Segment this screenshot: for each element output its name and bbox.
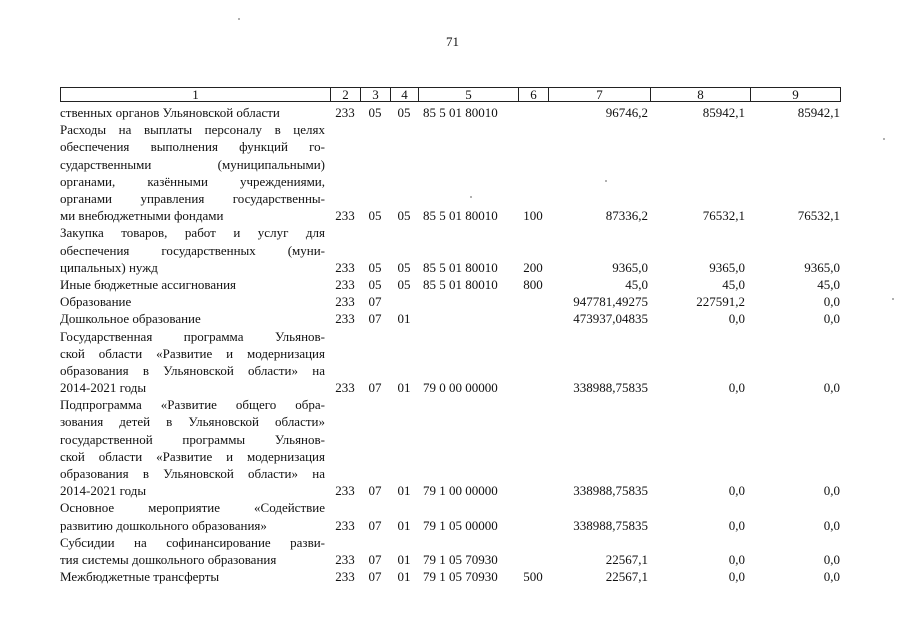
amount-year-1: 338988,75835 xyxy=(573,380,648,396)
amount-year-1: 45,0 xyxy=(625,276,648,292)
header-col-7: 7 xyxy=(549,88,651,102)
header-col-1: 1 xyxy=(61,88,331,102)
row-description xyxy=(60,121,325,224)
scan-speck xyxy=(605,180,607,182)
amount-year-2: 76532,1 xyxy=(702,208,745,224)
amount-year-1: 338988,75835 xyxy=(573,517,648,533)
target-article-code: 85 5 01 80010 xyxy=(423,208,498,224)
description-line: развитию дошкольного образования» xyxy=(60,517,267,533)
amount-year-3: 0,0 xyxy=(823,517,840,533)
glrbs-code: 233 xyxy=(335,517,355,533)
subsection-code: 01 xyxy=(397,380,411,396)
section-code: 07 xyxy=(368,380,382,396)
amount-year-2: 0,0 xyxy=(728,569,745,585)
amount-year-2: 0,0 xyxy=(728,517,745,533)
row-description xyxy=(60,224,325,276)
description-line: ственных органов Ульяновской области xyxy=(60,105,280,121)
table-row xyxy=(60,293,845,310)
description-line: 2014-2021 годы xyxy=(60,380,147,396)
description-line: Подпрограмма «Развитие общего обра- xyxy=(60,397,325,413)
target-article-code: 79 1 05 00000 xyxy=(423,517,498,533)
row-description xyxy=(60,396,325,499)
row-description xyxy=(60,328,325,397)
amount-year-1: 947781,49275 xyxy=(573,294,648,310)
subsection-code: 01 xyxy=(397,569,411,585)
description-line: ципальных) нужд xyxy=(60,259,158,275)
amount-year-2: 45,0 xyxy=(722,276,745,292)
glrbs-code: 233 xyxy=(335,380,355,396)
glrbs-code: 233 xyxy=(335,294,355,310)
target-article-code: 79 1 05 70930 xyxy=(423,551,498,567)
glrbs-code: 233 xyxy=(335,311,355,327)
amount-year-3: 0,0 xyxy=(823,380,840,396)
expense-type-code: 800 xyxy=(523,276,543,292)
table-row xyxy=(60,104,845,121)
description-line: Закупка товаров, работ и услуг для xyxy=(60,225,325,241)
description-line: Образование xyxy=(60,294,132,310)
description-line: 2014-2021 годы xyxy=(60,483,147,499)
target-article-code: 79 1 00 00000 xyxy=(423,483,498,499)
section-code: 05 xyxy=(368,259,382,275)
subsection-code: 01 xyxy=(397,517,411,533)
description-line: государственной программы Ульянов- xyxy=(60,431,325,447)
amount-year-3: 0,0 xyxy=(823,311,840,327)
page-number: 71 xyxy=(446,34,459,49)
description-line: Субсидии на софинансирование разви- xyxy=(60,534,325,550)
amount-year-1: 9365,0 xyxy=(612,259,648,275)
target-article-code: 85 5 01 80010 xyxy=(423,259,498,275)
row-description xyxy=(60,293,325,310)
section-code: 07 xyxy=(368,551,382,567)
header-col-9: 9 xyxy=(751,88,841,102)
amount-year-2: 0,0 xyxy=(728,483,745,499)
glrbs-code: 233 xyxy=(335,276,355,292)
amount-year-1: 22567,1 xyxy=(605,569,648,585)
description-line: ской области «Развитие и модернизация xyxy=(60,345,325,361)
description-line: образования в Ульяновской области» на xyxy=(60,466,325,481)
header-col-2: 2 xyxy=(331,88,361,102)
table-row xyxy=(60,534,845,568)
expense-type-code: 200 xyxy=(523,259,543,275)
row-description xyxy=(60,310,325,327)
subsection-code: 05 xyxy=(397,276,411,292)
description-line: сударственными (муниципальными) xyxy=(60,156,325,172)
table-row xyxy=(60,224,845,276)
amount-year-1: 87336,2 xyxy=(605,208,648,224)
amount-year-3: 45,0 xyxy=(817,276,840,292)
glrbs-code: 233 xyxy=(335,259,355,275)
description-line: обеспечения выполнения функций го- xyxy=(60,139,325,155)
amount-year-1: 96746,2 xyxy=(605,105,648,120)
table-row xyxy=(60,121,845,224)
row-description xyxy=(60,276,325,293)
header-col-8: 8 xyxy=(651,88,751,102)
target-article-code: 85 5 01 80010 xyxy=(423,105,498,120)
description-line: Государственная программа Ульянов- xyxy=(60,328,325,344)
table-row xyxy=(60,568,845,585)
glrbs-code: 233 xyxy=(335,569,355,585)
amount-year-3: 9365,0 xyxy=(804,259,840,275)
description-line: тия системы дошкольного образования xyxy=(60,551,277,567)
header-row xyxy=(61,88,841,102)
row-description xyxy=(60,568,325,585)
section-code: 07 xyxy=(368,294,382,310)
section-code: 05 xyxy=(368,105,382,120)
scan-speck xyxy=(883,138,885,140)
table-row xyxy=(60,328,845,397)
glrbs-code: 233 xyxy=(335,105,355,120)
header-col-3: 3 xyxy=(361,88,391,102)
table-row xyxy=(60,310,845,327)
subsection-code: 01 xyxy=(397,311,411,327)
section-code: 05 xyxy=(368,276,382,292)
description-line: органами, казёнными учреждениями, xyxy=(60,173,325,189)
description-line: Дошкольное образование xyxy=(60,311,201,327)
subsection-code: 01 xyxy=(397,483,411,499)
expense-type-code: 500 xyxy=(523,569,543,585)
expense-type-code: 100 xyxy=(523,208,543,224)
target-article-code: 85 5 01 80010 xyxy=(423,276,498,292)
section-code: 07 xyxy=(368,483,382,499)
description-line: Межбюджетные трансферты xyxy=(60,569,220,585)
scan-speck xyxy=(892,298,894,300)
amount-year-3: 0,0 xyxy=(823,483,840,499)
description-line: ми внебюджетными фондами xyxy=(60,208,224,224)
section-code: 07 xyxy=(368,517,382,533)
target-article-code: 79 0 00 00000 xyxy=(423,380,498,396)
amount-year-3: 85942,1 xyxy=(797,105,840,120)
description-line: зования детей в Ульяновской области» xyxy=(60,414,325,430)
subsection-code: 05 xyxy=(397,208,411,224)
target-article-code: 79 1 05 70930 xyxy=(423,569,498,585)
subsection-code: 01 xyxy=(397,551,411,567)
scan-speck xyxy=(470,196,472,198)
section-code: 05 xyxy=(368,208,382,224)
description-line: образования в Ульяновской области» на xyxy=(60,362,325,378)
row-description xyxy=(60,534,325,568)
amount-year-1: 338988,75835 xyxy=(573,483,648,499)
subsection-code: 05 xyxy=(397,105,411,120)
glrbs-code: 233 xyxy=(335,208,355,224)
section-code: 07 xyxy=(368,569,382,585)
glrbs-code: 233 xyxy=(335,483,355,499)
amount-year-1: 22567,1 xyxy=(605,551,648,567)
glrbs-code: 233 xyxy=(335,551,355,567)
amount-year-2: 9365,0 xyxy=(709,259,745,275)
amount-year-3: 0,0 xyxy=(823,551,840,567)
description-line: органами управления государственны- xyxy=(60,190,325,206)
description-line: обеспечения государственных (муни- xyxy=(60,242,325,258)
row-description xyxy=(60,104,325,121)
table-row xyxy=(60,499,845,533)
description-line: Основное мероприятие «Содействие xyxy=(60,500,325,516)
row-description xyxy=(60,499,325,533)
header-col-4: 4 xyxy=(391,88,419,102)
table-row xyxy=(60,396,845,499)
amount-year-3: 0,0 xyxy=(823,294,840,310)
section-code: 07 xyxy=(368,311,382,327)
budget-table-body xyxy=(60,104,845,585)
scan-speck xyxy=(238,18,240,20)
header-col-5: 5 xyxy=(419,88,519,102)
amount-year-2: 227591,2 xyxy=(696,294,745,310)
amount-year-2: 0,0 xyxy=(728,311,745,327)
amount-year-1: 473937,04835 xyxy=(573,311,648,327)
subsection-code: 05 xyxy=(397,259,411,275)
amount-year-2: 85942,1 xyxy=(702,105,745,120)
amount-year-2: 0,0 xyxy=(728,380,745,396)
amount-year-3: 76532,1 xyxy=(797,208,840,224)
description-line: Иные бюджетные ассигнования xyxy=(60,276,237,292)
description-line: ской области «Развитие и модернизация xyxy=(60,448,325,464)
column-number-header xyxy=(60,87,841,102)
table-row xyxy=(60,276,845,293)
header-col-6: 6 xyxy=(519,88,549,102)
amount-year-3: 0,0 xyxy=(823,569,840,585)
amount-year-2: 0,0 xyxy=(728,551,745,567)
description-line: Расходы на выплаты персоналу в целях xyxy=(60,122,325,138)
